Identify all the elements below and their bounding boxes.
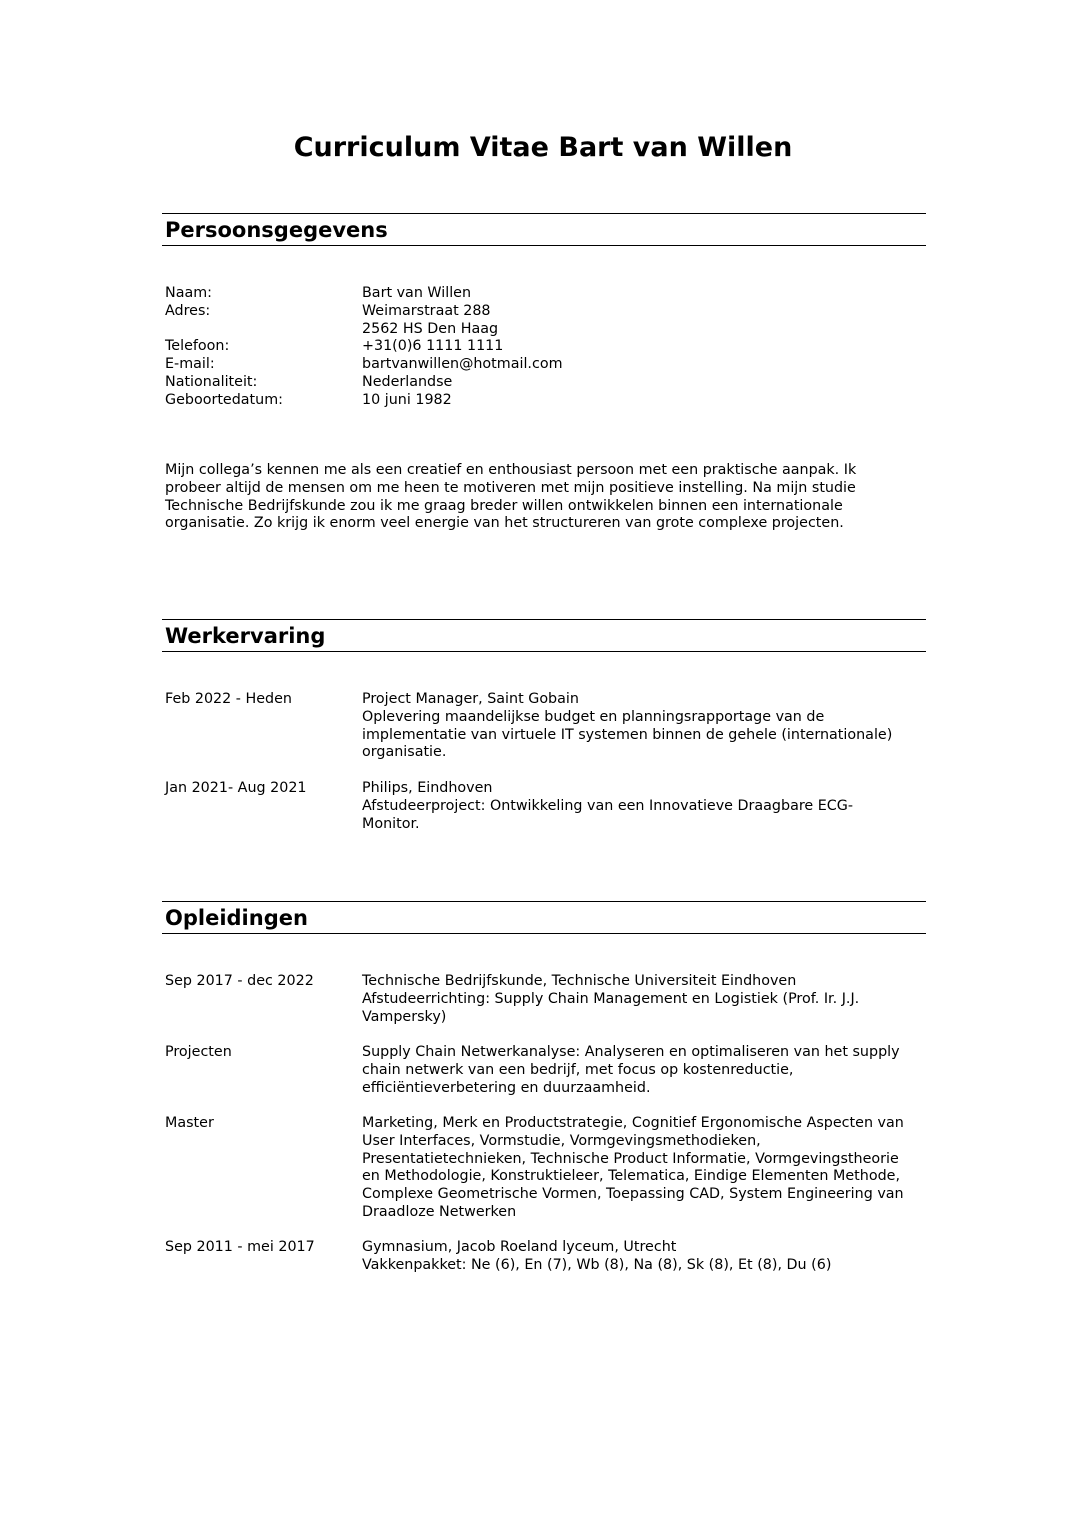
profile-line: organisatie. Zo krijg ik enorm veel energie van het structureren van grote complexe projecten. — [165, 515, 844, 532]
personal-labels — [165, 285, 283, 410]
work-entry — [362, 691, 932, 762]
value-email: bartvanwillen@hotmail.com — [362, 356, 563, 373]
education-line: Vakkenpakket: Ne (6), En (7), Wb (8), Na (8), Sk (8), Et (8), Du (6) — [362, 1256, 832, 1273]
education-line: Technische Bedrijfskunde, Technische Universiteit Eindhoven — [362, 973, 797, 989]
education-period: Master — [165, 1115, 214, 1131]
work-period: Feb 2022 - Heden — [165, 691, 292, 707]
label-address-cont — [165, 321, 283, 339]
education-line: User Interfaces, Vormstudie, Vormgevingsmethodieken, — [362, 1132, 761, 1149]
value-phone: +31(0)6 1111 1111 — [362, 338, 504, 355]
value-birthdate: 10 juni 1982 — [362, 391, 452, 408]
work-role: Philips, Eindhoven — [362, 780, 493, 796]
label-birthdate: Geboortedatum: — [165, 391, 283, 408]
education-line: Complexe Geometrische Vormen, Toepassing CAD, System Engineering van — [362, 1186, 904, 1203]
page-title: Curriculum Vitae Bart van Willen — [293, 132, 793, 163]
work-desc-line: organisatie. — [362, 744, 447, 761]
education-line: efficiëntieverbetering en duurzaamheid. — [362, 1079, 651, 1096]
education-line: Supply Chain Netwerkanalyse: Analyseren en optimaliseren van het supply — [362, 1044, 900, 1060]
label-name: Naam: — [165, 285, 212, 301]
section-header-work — [162, 619, 926, 652]
education-line: Afstudeerrichting: Supply Chain Management en Logistiek (Prof. Ir. J.J. — [362, 990, 860, 1007]
label-phone: Telefoon: — [165, 338, 230, 355]
work-desc-line: Monitor. — [362, 815, 420, 832]
value-city: 2562 HS Den Haag — [362, 320, 499, 337]
personal-values — [362, 285, 932, 410]
work-desc-line: implementatie van virtuele IT systemen binnen de gehele (internationale) — [362, 726, 893, 743]
work-desc-line: Afstudeerproject: Ontwikkeling van een Innovatieve Draagbare ECG- — [362, 797, 853, 814]
profile-line: probeer altijd de mensen om me heen te motiveren met mijn positieve instelling. Na mijn studie — [165, 479, 856, 496]
label-email: E-mail: — [165, 356, 215, 373]
education-line: Draadloze Netwerken — [362, 1203, 517, 1220]
profile-line: Technische Bedrijfskunde zou ik me graag breder willen ontwikkelen binnen een internationale — [165, 497, 843, 514]
section-header-personal — [162, 213, 926, 246]
work-entry — [362, 780, 932, 833]
section-title-work: Werkervaring — [165, 624, 326, 648]
education-entry — [362, 1044, 932, 1097]
education-period: Sep 2017 - dec 2022 — [165, 973, 314, 989]
education-line: Gymnasium, Jacob Roeland lyceum, Utrecht — [362, 1239, 677, 1255]
education-line: en Methodologie, Konstruktieleer, Telematica, Eindige Elementen Methode, — [362, 1168, 900, 1185]
education-entry — [362, 973, 932, 1026]
section-title-education: Opleidingen — [165, 906, 308, 930]
value-street: Weimarstraat 288 — [362, 302, 491, 319]
label-address: Adres: — [165, 302, 211, 319]
label-nationality: Nationaliteit: — [165, 373, 258, 390]
work-desc-line: Oplevering maandelijkse budget en planningsrapportage van de — [362, 708, 825, 725]
education-period: Projecten — [165, 1044, 232, 1060]
profile-line: Mijn collega’s kennen me als een creatief en enthousiast persoon met een praktische aanpak. Ik — [165, 462, 857, 478]
education-entry — [362, 1115, 932, 1222]
section-title-personal: Persoonsgegevens — [165, 218, 388, 242]
education-line: Presentatietechnieken, Technische Product Informatie, Vormgevingstheorie — [362, 1150, 899, 1167]
profile-paragraph — [165, 462, 905, 533]
value-nationality: Nederlandse — [362, 373, 453, 390]
education-entry — [362, 1239, 932, 1275]
education-line: Marketing, Merk en Productstrategie, Cognitief Ergonomische Aspecten van — [362, 1115, 904, 1131]
value-name: Bart van Willen — [362, 285, 472, 301]
education-line: Vampersky) — [362, 1008, 447, 1025]
work-period: Jan 2021- Aug 2021 — [165, 780, 307, 796]
education-period: Sep 2011 - mei 2017 — [165, 1239, 315, 1255]
education-line: chain netwerk van een bedrijf, met focus op kostenreductie, — [362, 1061, 794, 1078]
section-header-education — [162, 901, 926, 934]
work-role: Project Manager, Saint Gobain — [362, 691, 579, 707]
